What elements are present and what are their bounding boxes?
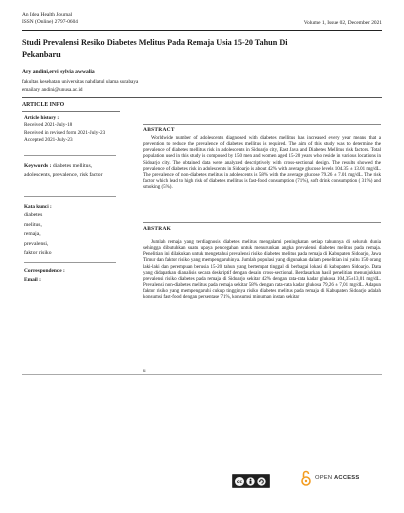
abstrak-heading: ABSTRAK — [143, 226, 172, 232]
history-label: Article history : — [24, 115, 60, 121]
open-lock-icon — [301, 470, 311, 486]
affiliation — [22, 79, 138, 94]
article-info-rule — [22, 111, 120, 112]
correspondence-block — [24, 267, 65, 285]
journal-issn: ISSN (Online) 2797-0604 — [22, 19, 78, 26]
open-access-logo — [301, 470, 359, 486]
keywords-block — [24, 162, 116, 179]
revised-date: Received in revised form 2021-July-23 — [24, 129, 106, 136]
history-rule — [24, 155, 116, 156]
kata-kunci-item: prevalensi, — [24, 240, 49, 247]
kata-kunci-block — [24, 203, 116, 259]
authors: Ary andini,ervi sylvia awwalia — [22, 69, 95, 75]
article-title — [22, 37, 362, 61]
sa-icon — [257, 477, 266, 486]
keywords-label: Keywords : — [24, 163, 52, 169]
abstract-text: Worldwide number of adolescents diagnosed with diabetes mellitus has increased every year means that a prevention to reduce the prevalence of diabetes mellitus is required. The aim of this study was to determine the prevalence of diabetes mellitus risk in adolescents in Sidoarjo city, East Java and Diabetes Mellitus risk factors. Total population used in this study is composed by 150 men and women aged 15-20 years who reside in various locations in Sidoarjo city. The obtained data were analyzed descriptively with cross-sectional design. The results showed the prevalence of diabetes risk in adolescents in Sidoarjo is about 42% with average glucose levels 104.35 ± 13.01 mg/dL. The prevalence of non-diabetes melitus in adolescents is 58% with the average glucose 79.26 ± 7.01 mg/dL. The risk factor which lead to high risk of diabetes mellitus is fast-food consumption (71%), soft drink consumption ( 31%) and smoking (5%). — [143, 136, 381, 191]
title-line: Pekanbaru — [22, 50, 61, 59]
abstract-rule — [143, 124, 381, 125]
institution: fakultas kesehatan universitas nahdlatul ulama surabaya — [22, 79, 139, 85]
by-icon — [246, 477, 255, 486]
kata-kunci-item: diabetes — [24, 212, 43, 218]
abstrak-text: Jumlah remaja yang terdiagnosis diabetes melitus mengalami peningkatan setiap tahunnya di seluruh dunia sehingga dibutuhkan suatu upaya pencegahan untuk menurunkan angka prevalensi diabetes melitus pada remaja. Penelitian ini dilakukan untuk mengetahui prevalensi risiko diabetes melitus pada remaja di Kabupaten Sidoarjo, Jawa Timur dan faktor risiko yang mempengaruhinya. Jumlah populasi yang digunakan dalam penelitian ini yaitu 150 orang laki-laki dan perempuan berusia 15-20 tahun yang bertempat tinggal di berbagai lokasi di kabupaten Sidoarjo. Data yang didapatkan dianalisis secara deskriptif dengan desain cross-sectional. Berdasarkan hasil penelitian menunjukkan prevalensi risiko diabetes pada remaja di Sidoarjo sekitar 42% dengan rata-rata kadar glukosa 104,35±13,01 mg/dL. Prevalensi non-diabetes melitus pada remaja sekitar 58% dengan rata-rata kadar glukosa 79,26 ± 7,01 mg/dL. Adapun faktor risiko yang mempengaruhi cukup tingginya risiko diabetes melitus pada remaja di Kabupaten Sidoarjo adalah konsumsi fast-food dengan persentase 71%, konsumsi minuman instan sekitar — [143, 240, 381, 301]
email-label: Email : — [24, 276, 41, 283]
abstract-heading: ABSTRACT — [143, 127, 175, 133]
accepted-date: Accepted 2021-July-23 — [24, 137, 73, 144]
volume-issue: Volume 1, Issue 02, December 2021 — [303, 20, 382, 26]
header-rule — [22, 30, 382, 31]
article-history — [24, 115, 105, 145]
kata-kunci-item: remaja, — [24, 231, 41, 238]
title-line: Studi Prevalensi Resiko Diabetes Melitus Pada Remaja Usia 15-20 Tahun Di — [22, 38, 288, 47]
page-number: u — [143, 369, 146, 374]
kata-kunci-label: Kata kunci : — [24, 204, 52, 210]
kata-kunci-item: faktor risiko — [24, 250, 52, 257]
abstrak-body — [143, 240, 381, 302]
footer-rule — [22, 374, 382, 375]
journal-header — [22, 12, 78, 27]
kata-kunci-item: melitus, — [24, 221, 42, 228]
abstrak-rule — [143, 222, 381, 223]
access-word: ACCESS — [334, 475, 360, 481]
keywords-rule — [24, 196, 116, 197]
open-access-label — [315, 475, 359, 481]
open-word: OPEN — [315, 475, 333, 481]
received-date: Received 2021-July-18 — [24, 122, 73, 129]
journal-name: An Idea Health Journal — [22, 12, 73, 18]
creative-commons-badge[interactable] — [232, 474, 270, 488]
author-email: emailary andini@unusa.ac.id — [22, 86, 83, 93]
title-rule — [22, 97, 382, 98]
keywords-text: diabetes mellitus, adolescents, prevalence, risk factor — [24, 163, 103, 178]
cc-icon: cc — [235, 477, 244, 486]
correspondence-label: Correspondence : — [24, 268, 65, 274]
article-info-heading: ARTICLE INFO — [22, 102, 65, 108]
abstract-body — [143, 136, 381, 191]
kata-kunci-rule — [24, 262, 116, 263]
